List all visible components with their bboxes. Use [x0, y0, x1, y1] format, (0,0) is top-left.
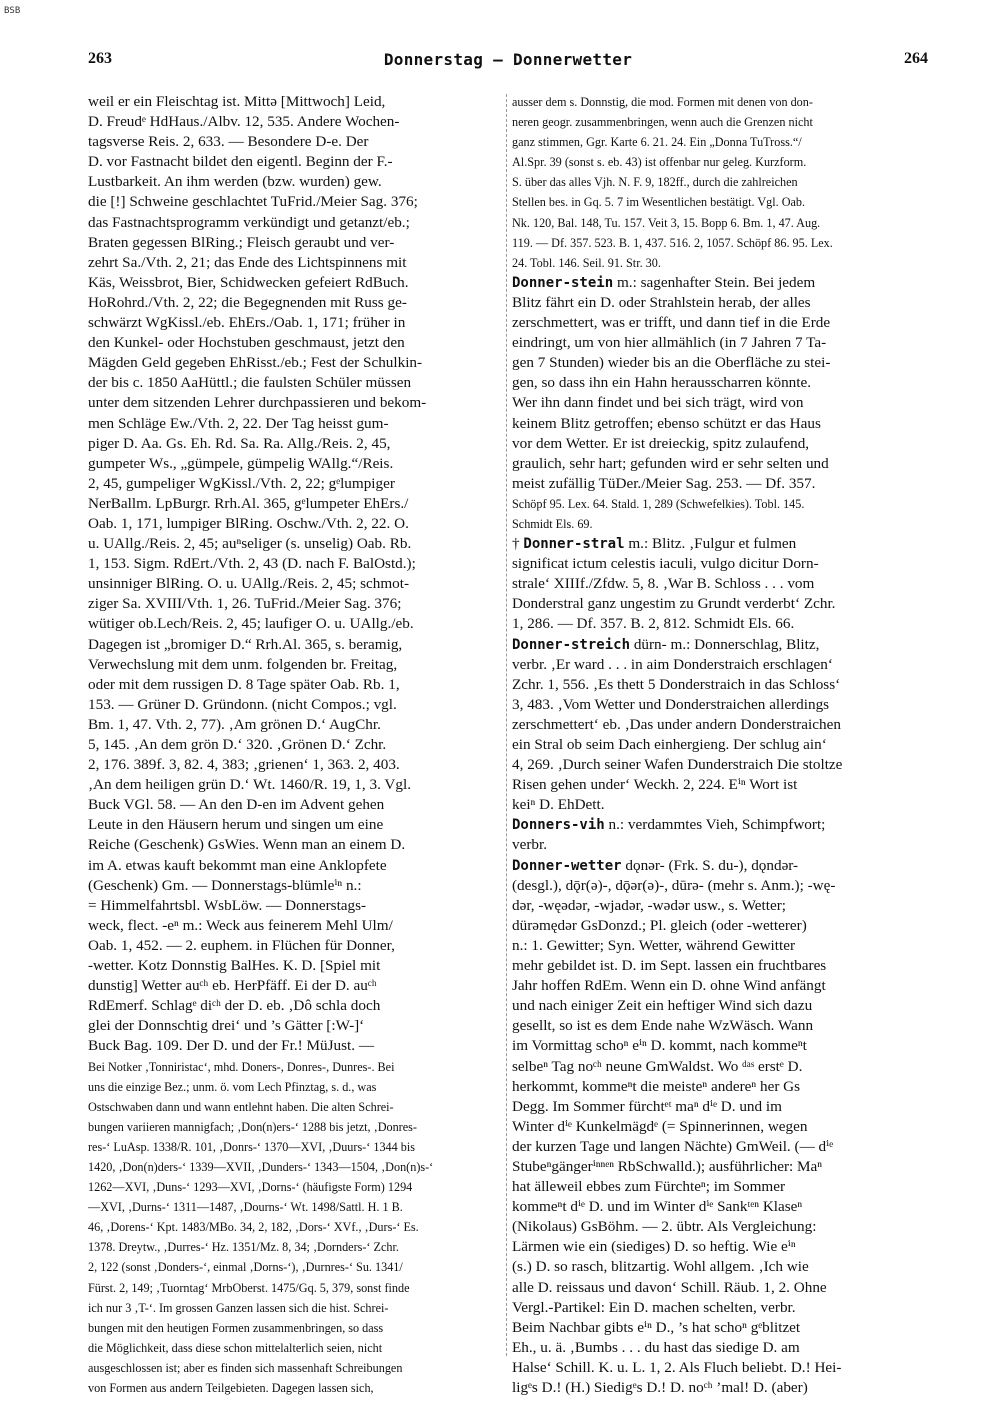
entry-headword: Donner-stein [512, 274, 614, 291]
note-line: 1420, ‚Don(n)ders-‘ 1339—XVII, ‚Dunders-‘ 1343—1504, ‚Don(n)s-‘ [88, 1159, 434, 1174]
text-line: der bis c. 1850 AaHüttl.; die faulsten Schüler müssen [88, 374, 412, 392]
note-line: ganz stimmen, Ggr. Karte 6. 21. 24. Ein „Donna TuTross.“/ [512, 135, 802, 150]
text-line: Donderstral ganz ungestim zu Grundt verderbt‘ Zchr. [512, 595, 836, 613]
text-line: Winter dⁱᵉ Kunkelmägdᵉ (= Spinnerinnen, wegen [512, 1117, 808, 1135]
note-line: —XVI, ‚Durns-‘ 1311—1487, ‚Dourns-‘ Wt. 1498/Sattl. H. 1 B. [88, 1200, 403, 1215]
text-line: tagsverse Reis. 2, 633. — Besondere D-e. Der [88, 133, 369, 151]
note-line: neren geogr. zusammenbringen, wenn auch die Grenzen nicht [512, 115, 813, 130]
text-line: Oab. 1, 452. — 2. euphem. in Flüchen für Donner, [88, 936, 395, 954]
text-line: kommeⁿt dⁱᵉ D. und im Winter dⁱᵉ Sankᵗᵉⁿ Klaseⁿ [512, 1198, 803, 1216]
text-line: die [!] Schweine geschlachtet TuFrid./Meier Sag. 376; [88, 193, 418, 211]
text-line: 4, 269. ‚Durch seiner Wafen Dunderstraich Die stoltze [512, 756, 843, 774]
text-line: mehr gebildet ist. D. im Sept. lassen ein fruchtbares [512, 957, 827, 975]
left-column [88, 92, 504, 1398]
text-line: Blitz fährt ein D. oder Strahlstein herab, der alles [512, 293, 811, 311]
text-line: Buck Bag. 109. Der D. und der Fr.! MüJust. — [88, 1037, 375, 1055]
text-line: D. Freudᵉ HdHaus./Albv. 12, 535. Andere Wochen- [88, 113, 400, 131]
text-line: 1, 286. — Df. 357. B. 2, 812. Schmidt Els. 66. [512, 615, 795, 633]
text-line: Mägden Geld gegeben EhRisst./eb.; Fest der Schulkin- [88, 354, 423, 372]
text-line: strale‘ XIIIf./Zfdw. 5, 8. ‚War B. Schloss . . . vom [512, 575, 815, 593]
text-line: Buck VGl. 58. — An den D-en im Advent gehen [88, 796, 385, 814]
text-line: RdEmerf. Schlagᵉ diᶜʰ der D. eb. ‚Dô schla doch [88, 997, 381, 1015]
text-line: Lärmen wie ein (siediges) D. so heftig. Wie eⁱⁿ [512, 1238, 796, 1256]
text-line: keinem Blitz getroffen; ebenso schützt er das Haus [512, 414, 821, 432]
text-line: den Kunkel- oder Hochstuben geschmaust, jetzt den [88, 334, 405, 352]
text-line: alle D. reissaus und davon‘ Schill. Räub. 1, 2. Ohne [512, 1278, 827, 1296]
text-line: ligᵉs D.! (H.) Siedigᵉs D.! D. noᶜʰ ’mal! D. (aber) [512, 1379, 808, 1396]
text-line: Stubeⁿgängerⁱⁿⁿᵉⁿ RbSchwalld.); ausführlicher: Maⁿ [512, 1157, 823, 1175]
text-line: im Vormittag schoⁿ eⁱⁿ D. kommt, nach kommeⁿt [512, 1037, 807, 1055]
note-line: bungen mit den heutigen Formen zusammenbringen, so dass [88, 1320, 384, 1335]
text-line: schwärzt WgKissl./eb. EhErs./Oab. 1, 171; früher in [88, 314, 406, 332]
page-header [88, 50, 928, 80]
entry-line: Donner-streich dürn- m.: Donnerschlag, Blitz, [512, 635, 820, 653]
text-line: zerschmettert‘ eb. ‚Das under andern Donderstraichen [512, 715, 841, 733]
note-line: 24. Tobl. 146. Seil. 91. Str. 30. [512, 255, 661, 270]
text-line: n.: 1. Gewitter; Syn. Wetter, während Gewitter [512, 936, 795, 954]
text-line: graulich, sehr hart; gefunden wird er sehr selten und [512, 454, 829, 472]
text-line: keiⁿ D. EhDett. [512, 796, 605, 814]
text-line: dər, -węədər, -wjadər, -wədər usw., s. Wetter; [512, 896, 787, 914]
text-line: verbr. ‚Er ward . . . in aim Donderstraich erschlagen‘ [512, 655, 833, 673]
text-line: selbeⁿ Tag noᶜʰ neune GmWaldst. Wo ᵈᵃˢ erstᵉ D. [512, 1057, 803, 1075]
text-line: (desgl.), dǭr(ə)-, dǭər(ə)-, dūrə- (mehr s. Anm.); -wę- [512, 876, 836, 894]
text-line: herkommt, kommeⁿt die meisteⁿ andereⁿ her Gs [512, 1077, 801, 1095]
text-line: Leute in den Häusern herum und singen um eine [88, 816, 384, 834]
note-line: Stellen bes. in Gq. 5. 7 im Wesentlichen bestätigt. Vgl. Oab. [512, 195, 806, 210]
text-line: hat älleweil ebbes zum Fürchteⁿ; im Sommer [512, 1178, 786, 1196]
text-line: im A. etwas kauft bekommt man eine Anklopfete [88, 856, 387, 874]
text-line: = Himmelfahrtsbl. WsbLöw. — Donnerstags- [88, 896, 367, 914]
text-line: dunstig] Wetter auᶜʰ eb. HerPfäff. Ei der D. auᶜʰ [88, 977, 377, 995]
entry-line: Donner-stein m.: sagenhafter Stein. Bei jedem [512, 273, 816, 291]
note-line: Schöpf 95. Lex. 64. Stald. 1, 289 (Schwefelkies). Tobl. 145. [512, 496, 805, 511]
text-line: wütiger ob.Lech/Reis. 2, 45; laufiger O. u. UAllg./eb. [88, 615, 414, 633]
text-line: Jahr hoffen RdEm. Wenn ein D. ohne Wind anfängt [512, 977, 826, 995]
entry-headword: Donner-streich [512, 636, 631, 653]
text-line: piger D. Aa. Gs. Eh. Rd. Sa. Ra. Allg./Reis. 2, 45, [88, 434, 391, 452]
text-line: weil er ein Fleischtag ist. Mittə [Mittwoch] Leid, [88, 93, 386, 110]
text-line: NerBallm. LpBurgr. Rrh.Al. 365, gᵉlumpeter EhErs./ [88, 494, 409, 512]
note-line: Bei Notker ‚Tonniristac‘, mhd. Doners-, Donres-, Dunres-. Bei [88, 1059, 395, 1074]
text-line: significat ictum celestis iaculi, vulgo dicitur Dorn- [512, 555, 819, 573]
text-line: men Schläge Ew./Vth. 2, 22. Der Tag heisst gum- [88, 414, 389, 432]
note-line: Schmidt Els. 69. [512, 516, 593, 531]
text-line: 153. — Grüner D. Gründonn. (nicht Compos.; vgl. [88, 695, 397, 713]
text-line: Dagegen ist „bromiger D.“ Rrh.Al. 365, s. beramig, [88, 635, 403, 653]
text-line: Käs, Weissbrot, Bier, Schidwecken gefeiert RdBuch. [88, 273, 409, 291]
text-line: Vergl.-Partikel: Ein D. machen schelten, verbr. [512, 1298, 796, 1316]
note-line: 1378. Dreytw., ‚Durres-‘ Hz. 1351/Mz. 8, 34; ‚Dornders-‘ Zchr. [88, 1240, 399, 1255]
note-line: ich nur 3 ‚T-‘. Im grossen Ganzen lassen sich die hist. Schrei- [88, 1300, 389, 1315]
text-line: HoRohrd./Vth. 2, 22; die Begegnenden mit Russ ge- [88, 293, 407, 311]
note-line: 2, 122 (sonst ‚Donders-‘, einmal ‚Dorns-‘), ‚Durnres-‘ Su. 1341/ [88, 1260, 403, 1275]
text-line: Reiche (Geschenk) GsWies. Wenn man an einem D. [88, 836, 406, 854]
text-line: (Nikolaus) GsBöhm. — 2. übtr. Als Vergleichung: [512, 1218, 817, 1236]
text-line: das Fastnachtsprogramm verkündigt und getanzt/eb.; [88, 213, 410, 231]
text-line: gumpeter Ws., „gümpele, gümpelig WAllg.“/Reis. [88, 454, 394, 472]
text-line: gesellt, so ist es dem Ende nahe WzWäsch. Wann [512, 1017, 814, 1035]
text-line: (Geschenk) Gm. — Donnerstags-blümleⁱⁿ n.: [88, 876, 362, 894]
text-line: Bm. 1, 47. Vth. 2, 77). ‚Am grönen D.‘ AugChr. [88, 715, 381, 733]
text-line: weck, flect. -eⁿ m.: Weck aus feinerem Mehl Ulm/ [88, 916, 393, 934]
text-line: der kurzen Tage und langen Nächte) GmWeil. (— dⁱᵉ [512, 1137, 834, 1155]
text-line: Halse‘ Schill. K. u. L. 1, 2. Als Fluch beliebt. D.! Hei- [512, 1358, 842, 1376]
text-line: Risen gehen under‘ Weckh. 2, 224. Eⁱⁿ Wort ist [512, 776, 798, 794]
text-line: dürəmędər GsDonzd.; Pl. gleich (oder -wetterer) [512, 916, 807, 934]
text-line: gen 7 Stunden) wieder bis an die Oberfläche zu stei- [512, 354, 831, 372]
text-line: Oab. 1, 171, lumpiger BlRing. Oschw./Vth. 2, 22. O. [88, 514, 409, 532]
column-divider [506, 94, 507, 1356]
note-line: Nk. 120, Bal. 148, Tu. 157. Veit 3, 15. Bopp 6. Bm. 1, 47. Aug. [512, 215, 821, 230]
text-line: oder mit dem russigen D. 8 Tage später Oab. Rb. 1, [88, 675, 400, 693]
text-line: vor dem Wetter. Er ist dreieckig, spitz zulaufend, [512, 434, 810, 452]
text-line: 3, 483. ‚Vom Wetter und Donderstraichen allerdings [512, 695, 830, 713]
note-line: Ostschwaben dann und wann entlehnt haben. Die alten Schrei- [88, 1099, 394, 1114]
entry-headword: Donner-wetter [512, 857, 622, 874]
page-number-right: 264 [904, 50, 928, 67]
text-line: unsinniger BlRing. O. u. UAllg./Reis. 2, 45; schmot- [88, 575, 410, 593]
text-line: Zchr. 1, 556. ‚Es thett 5 Donderstraich in das Schloss‘ [512, 675, 841, 693]
text-line: verbr. [512, 836, 548, 854]
text-line: meist zufällig TüDer./Meier Sag. 253. — Df. 357. [512, 474, 816, 492]
note-line: uns die einzige Bez.; unm. ö. vom Lech Pfinztag, s. d., was [88, 1079, 377, 1094]
text-line: glei der Donnschtig drei‘ und ’s Gätter [:W-]‘ [88, 1017, 365, 1035]
entry-headword: Donner-stral [523, 536, 625, 553]
text-line: ziger Sa. XVIII/Vth. 1, 26. TuFrid./Meier Sag. 376; [88, 595, 402, 613]
text-line: D. vor Fastnacht bildet den eigentl. Beginn der F.- [88, 153, 393, 171]
text-line: ein Stral ob seim Dach einhergieng. Der schlug ain‘ [512, 736, 827, 753]
text-line: 2, 45, gumpeliger WgKissl./Vth. 2, 22; gᵉlumpiger [88, 474, 395, 492]
right-column [512, 92, 928, 1398]
note-line: ausgeschlossen ist; aber es finden sich massenhaft Schreibungen [88, 1360, 403, 1375]
text-line: u. UAllg./Reis. 2, 45; auⁿseliger (s. unselig) Oab. Rb. [88, 535, 412, 553]
note-line: res-‘ LuAsp. 1338/R. 101, ‚Donrs-‘ 1370—XVI, ‚Duurs-‘ 1344 bis [88, 1139, 415, 1154]
text-line: Braten gegessen BlRing.; Fleisch geraubt und ver- [88, 233, 395, 251]
text-line: 2, 176. 389f. 3, 82. 4, 383; ‚grienen‘ 1, 363. 2, 403. [88, 756, 400, 774]
entry-headword: Donners-vih [512, 817, 605, 834]
text-line: zehrt Sa./Vth. 2, 21; das Ende des Lichtspinnens mit [88, 253, 407, 271]
text-line: Beim Nachbar gibts eⁱⁿ D., ’s hat schoⁿ gᵉblitzet [512, 1318, 801, 1336]
text-line: Wer ihn dann findet und bei sich trägt, wird von [512, 394, 804, 412]
library-watermark: BSB [4, 6, 21, 16]
note-line: 46, ‚Dorens-‘ Kpt. 1483/MBo. 34, 2, 182, ‚Dors-‘ XVf., ‚Durs-‘ Es. [88, 1220, 419, 1235]
note-line: 119. — Df. 357. 523. B. 1, 437. 516. 2, 1057. Schöpf 86. 95. Lex. [512, 235, 833, 250]
text-line: Verwechslung mit dem unm. folgenden br. Freitag, [88, 655, 398, 673]
text-line: gen, so dass ihn ein Hahn herausscharren könnte. [512, 374, 812, 392]
note-line: ausser dem s. Donnstig, die mod. Formen mit denen von don- [512, 95, 813, 109]
text-line: zerschmettert, was er trifft, und dann tief in die Erde [512, 314, 831, 332]
text-line: (s.) D. so rasch, blitzartig. Wohl allgem. ‚Ich wie [512, 1258, 809, 1276]
note-line: 1262—XVI, ‚Duns-‘ 1293—XVI, ‚Dorns-‘ (häufigste Form) 1294 [88, 1180, 413, 1195]
page-number-left: 263 [88, 50, 112, 67]
text-line: -wetter. Kotz Donnstig BalHes. K. D. [Spiel mit [88, 957, 381, 975]
entry-line: Donners-vih n.: verdammtes Vieh, Schimpfwort; [512, 816, 826, 834]
text-line: 1, 153. Sigm. RdErt./Vth. 2, 43 (D. nach F. BalOstd.); [88, 555, 416, 573]
text-line: unter dem sitzenden Lehrer durchpassieren und bekom- [88, 394, 427, 412]
text-line: eindringt, um von hier allmählich (in 7 Jahren 7 Ta- [512, 334, 827, 352]
note-line: die Möglichkeit, dass diese schon mittelalterlich seien, nicht [88, 1340, 383, 1355]
text-line: 5, 145. ‚An dem grön D.‘ 320. ‚Grönen D.‘ Zchr. [88, 736, 387, 753]
note-line: von Formen aus andern Teilgebieten. Dagegen lassen sich, [88, 1381, 374, 1395]
entry-line: Donner-wetter dǫnər- (Frk. S. du-), dǫndər- [512, 856, 799, 874]
text-line: Lustbarkeit. An ihm werden (bzw. wurden) gew. [88, 173, 382, 191]
note-line: S. über das alles Vjh. N. F. 9, 182ff., durch die zahlreichen [512, 175, 798, 190]
entry-line: † Donner-stral m.: Blitz. ‚Fulgur et fulmen [512, 535, 797, 553]
text-line: und nach einiger Zeit ein heftiger Wind sich dazu [512, 997, 813, 1015]
text-line: Eh., u. ä. ‚Bumbs . . . du hast das siedige D. am [512, 1338, 800, 1356]
text-line: Degg. Im Sommer fürchtᵉᵗ maⁿ dⁱᵉ D. und im [512, 1097, 782, 1115]
running-title: Donnerstag — Donnerwetter [383, 50, 633, 69]
note-line: Fürst. 2, 149; ‚Tuorntag‘ MrbOberst. 1475/Gq. 5, 379, sonst finde [88, 1280, 410, 1295]
note-line: bungen variieren mannigfach; ‚Don(n)ers-‘ 1288 bis jetzt, ‚Donres- [88, 1119, 417, 1134]
note-line: Al.Spr. 39 (sonst s. eb. 43) ist offenbar nur geleg. Kurzform. [512, 155, 807, 170]
text-line: ‚An dem heiligen grün D.‘ Wt. 1460/R. 19, 1, 3. Vgl. [88, 776, 411, 794]
